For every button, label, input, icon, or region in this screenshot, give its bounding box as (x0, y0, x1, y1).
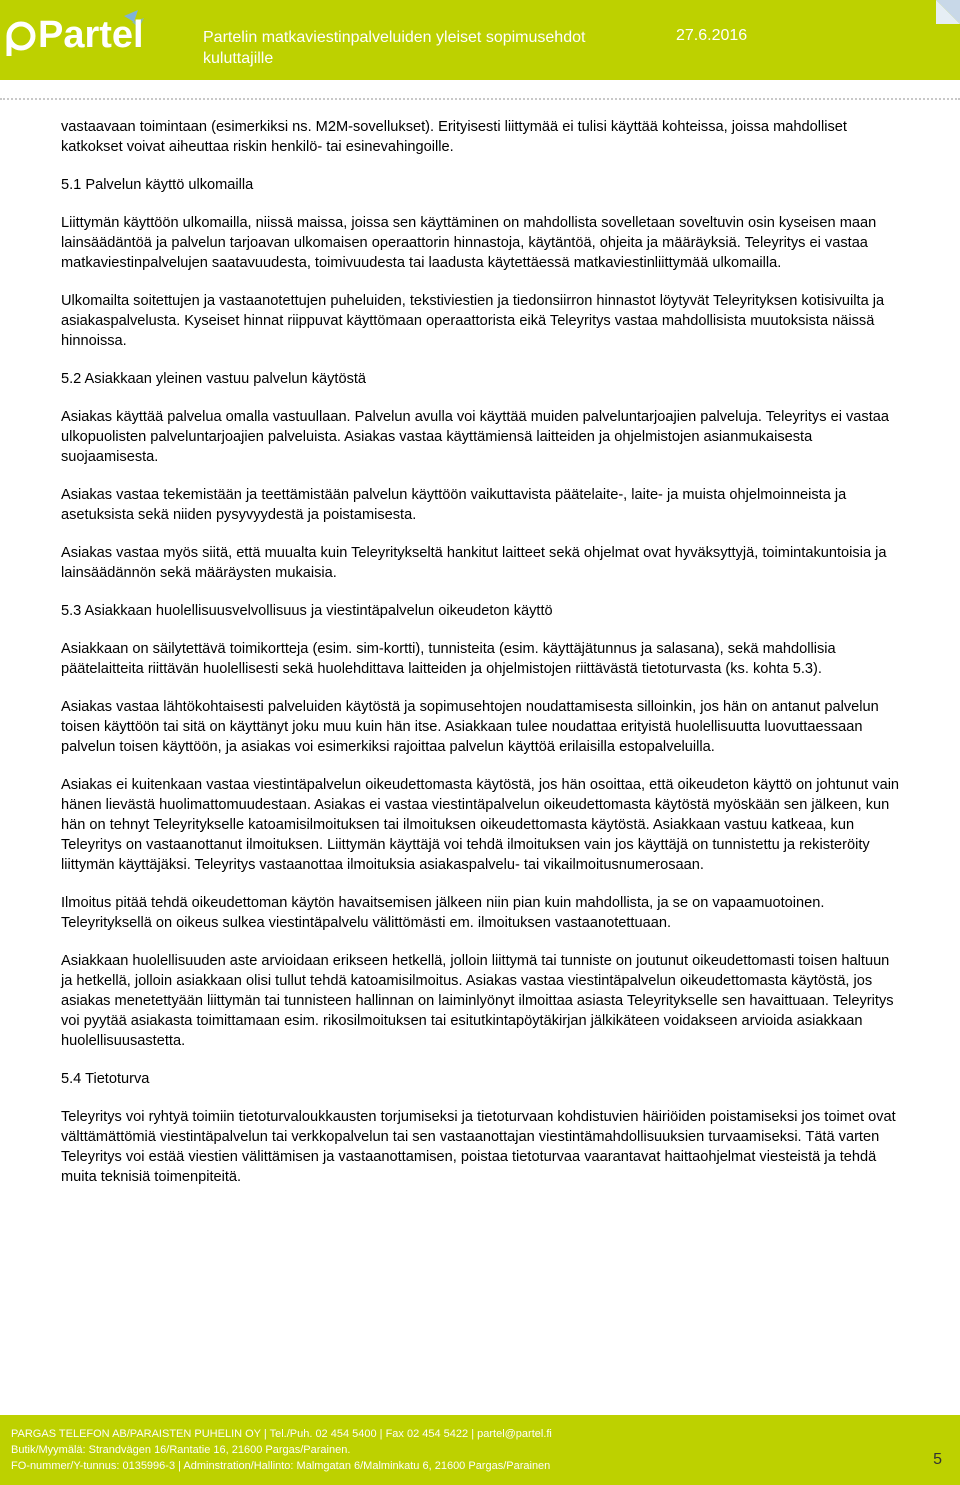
footer-line-address: Butik/Myymälä: Strandvägen 16/Rantatie 16, 21600 Pargas/Parainen. (11, 1444, 351, 1456)
document-body (61, 117, 901, 1205)
paragraph: Teleyritys voi ryhtyä toimiin tietoturvaloukkausten torjumiseksi ja tietoturvaan kohdistuvien häiriöiden poistamiseksi jos toimet ovat välttämättömiä viestintäpalvelun tai verkkopalvelun tai sen vastaanottajan viestintämahdollisuuksien turvaamiseksi. Tätä varten Teleyritys voi estää viestien välittämisen ja vastaanottamisen, poistaa tietoturvaa vaarantavat haittaohjelmat viesteistä ja tehdä muita teknisiä toimenpiteitä. (61, 1109, 896, 1185)
footer-contact (11, 1426, 552, 1474)
paragraph: Asiakas käyttää palvelua omalla vastuullaan. Palvelun avulla voi käyttää muiden palveluntarjoajien palveluja. Teleyritys ei vastaa ulkopuolisten palveluntarjoajien palveluista. Asiakas vastaa käyttämiensä laitteiden ja ohjelmistojen asianmukaisesta suojaamisesta. (61, 409, 889, 465)
logo-text: Partel (38, 14, 144, 56)
document-date: 27.6.2016 (676, 27, 748, 44)
paragraph: Asiakas ei kuitenkaan vastaa viestintäpalvelun oikeudettomasta käytöstä, jos hän osoittaa, että oikeudeton käyttö on johtunut vain hänen lievästä huolimattomuudestaan. Asiakas ei vastaa viestintäpalvelun oikeudettomasta käytöstä myöskään sen jälkeen, kun hän on tehnyt Teleyritykselle katoamisilmoituksen tai ilmoituksen oikeudettomasta käytöstä. Asiakkaan vastuu katkeaa, kun Teleyritys on vastaanottanut ilmoituksen. Liittymän käyttäjä voi tehdä ilmoituksen vain jos käyttäjä on tunnistettu ja rekisteröity liittymän käyttäjäksi. Teleyritys vastaanottaa ilmoituksia asiakaspalvelu- tai vikailmoitusnumerosaan. (61, 777, 900, 873)
section-heading: 5.2 Asiakkaan yleinen vastuu palvelun käytöstä (61, 371, 367, 387)
header-divider (0, 98, 960, 100)
document-title: Partelin matkaviestinpalveluiden yleiset sopimusehdot kuluttajille (203, 29, 586, 67)
section-heading: 5.4 Tietoturva (61, 1071, 150, 1087)
section-heading: 5.1 Palvelun käyttö ulkomailla (61, 177, 254, 193)
paragraph: Liittymän käyttöön ulkomailla, niissä maissa, joissa sen käyttäminen on mahdollista sovelletaan soveltuvin osin kyseisen maan lainsäädäntöä ja palvelun tarjoavan ulkomaisen operaattorin hinnastoja, käytäntöä, ohjeita ja määräyksiä. Teleyritys ei vastaa matkaviestinpalvelujen saatavuudesta, toimivuudesta tai laadusta käytettäessä matkaviestinliittymää ulkomailla. (61, 215, 877, 271)
paragraph: Asiakas vastaa tekemistään ja teettämistään palvelun käyttöön vaikuttavista päätelaite-, laite- ja muista ohjelmoinneista ja asetuksista sekä niiden pysyvyydestä ja poistamisesta. (61, 487, 847, 523)
paragraph: Asiakas vastaa lähtökohtaisesti palveluiden käytöstä ja sopimusehtojen noudattamisesta silloinkin, jos hän on antanut palvelun toisen käyttöön tai sitä on käyttänyt joku muu kuin hän itse. Asiakkaan tulee noudattaa erityistä huolellisuutta luovuttaessaan palvelun toisen käyttöön, ja asiakas voi esimerkiksi rajoittaa palvelun käyttöä erilaisilla estopalveluilla. (61, 699, 879, 755)
page-corner-icon (930, 0, 960, 30)
paragraph: Asiakkaan huolellisuuden aste arvioidaan erikseen hetkellä, jolloin liittymä tai tunniste on joutunut oikeudettomasti toisen haltuun ja hetkellä, jolloin asiakkaan olisi tullut tehdä katoamisilmoitus. Asiakas vastaa viestintäpalvelun oikeudettomasta käytöstä, jos asiakas menetettyään liittymän tai tunnisteen hallinnan on laiminlyönyt ilmoittaa asiasta Teleyritykselle sen havaittuaan. Teleyritys voi pyytää asiakasta toimittamaan esim. rikosilmoituksen tai esitutkintapöytäkirjan jälkikäteen voidakseen arvioida asiakkaan huolellisuusastetta. (61, 953, 894, 1049)
footer-line-company: PARGAS TELEFON AB/PARAISTEN PUHELIN OY | Tel./Puh. 02 454 5400 | Fax 02 454 5422 | partel@partel.fi (11, 1428, 552, 1440)
page-footer (0, 1415, 960, 1485)
page-header (0, 0, 960, 80)
paragraph: Ilmoitus pitää tehdä oikeudettoman käytön havaitsemisen jälkeen niin pian kuin mahdollista, ja se on vapaamuotoinen. Teleyrityksellä on oikeus sulkea viestintäpalvelu välittömästi em. ilmoituksen vastaanotettuaan. (61, 895, 825, 931)
paragraph: Asiakkaan on säilytettävä toimikortteja (esim. sim-kortti), tunnisteita (esim. käyttäjätunnus ja salasana), sekä mahdollisia päätelaitteita riittävän huolellisesti sekä huolehdittava laitteiden ja ohjelmistojen riittävästä tietoturvasta (ks. kohta 5.3). (61, 641, 836, 677)
paragraph: vastaavaan toimintaan (esimerkiksi ns. M2M-sovellukset). Erityisesti liittymää ei tulisi käyttää kohteissa, joissa mahdolliset katkokset voivat aiheuttaa riskin henkilö- tai esinevahingoille. (61, 119, 847, 155)
paragraph: Ulkomailta soitettujen ja vastaanotettujen puheluiden, tekstiviestien ja tiedonsiirron hinnastot löytyvät Teleyrityksen kotisivuilta ja asiakaspalvelusta. Kyseiset hinnat riippuvat käyttömaan operaattorista eikä Teleyritys vastaa mahdollisista muutoksista näissä hinnoissa. (61, 293, 885, 349)
section-heading: 5.3 Asiakkaan huolellisuusvelvollisuus ja viestintäpalvelun oikeudeton käyttö (61, 603, 553, 619)
paragraph: Asiakas vastaa myös siitä, että muualta kuin Teleyritykseltä hankitut laitteet sekä ohjelmat ovat hyväksyttyjä, toimintakuntoisia ja lainsäädännön sekä määräysten mukaisia. (61, 545, 887, 581)
page-number: 5 (933, 1451, 942, 1468)
footer-line-registration: FO-nummer/Y-tunnus: 0135996-3 | Adminstration/Hallinto: Malmgatan 6/Malminkatu 6, 21600 Pargas/Parainen (11, 1460, 551, 1472)
